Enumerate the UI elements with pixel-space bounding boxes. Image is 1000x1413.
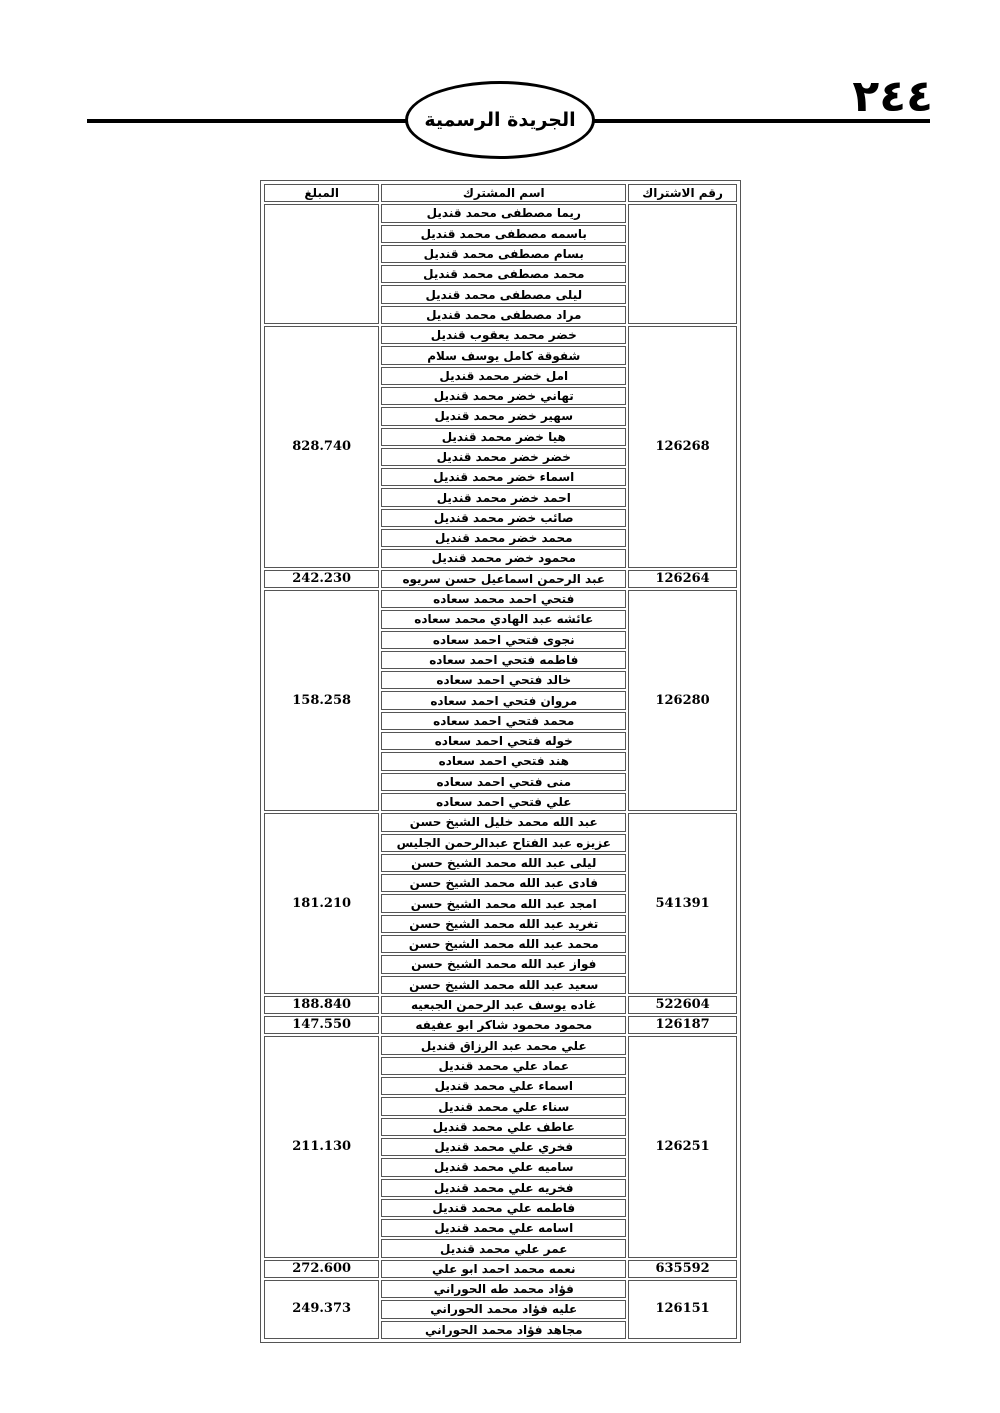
subscription-number-cell: 126187 <box>628 1016 737 1034</box>
subscriber-name-cell: عماد علي محمد قنديل <box>381 1057 626 1075</box>
subscriber-name-cell: فؤاد محمد طه الحوراني <box>381 1280 626 1298</box>
subscriber-name-cell: مراد مصطفى محمد قنديل <box>381 306 626 324</box>
subscribers-table <box>262 182 739 1341</box>
subscriber-name-cell: محمد فتحي احمد سعاده <box>381 712 626 730</box>
table-header-row <box>264 184 737 202</box>
amount-cell: 158.258 <box>264 590 379 811</box>
subscriber-name-cell: محمد خضر محمد قنديل <box>381 529 626 547</box>
table-row <box>264 590 737 608</box>
subscriber-name-cell: تغريد عبد الله محمد الشيخ حسن <box>381 915 626 933</box>
subscriber-name-cell: عليه فؤاد محمد الحوراني <box>381 1300 626 1318</box>
subscriber-name-cell: اسماء علي محمد قنديل <box>381 1077 626 1095</box>
subscriber-name-cell: فخري علي محمد قنديل <box>381 1138 626 1156</box>
subscriber-name-cell: خضر خضر محمد قنديل <box>381 448 626 466</box>
subscriber-name-cell: ساميه علي محمد قنديل <box>381 1158 626 1176</box>
subscriber-name-cell: عبد الرحمن اسماعيل حسن سريوه <box>381 570 626 588</box>
subscriber-name-cell: فخريه علي محمد قنديل <box>381 1179 626 1197</box>
subscriber-name-cell: عاطف علي محمد قنديل <box>381 1118 626 1136</box>
subscriber-name-cell: هند فتحي احمد سعاده <box>381 752 626 770</box>
subscriber-name-cell: تهاني خضر محمد قنديل <box>381 387 626 405</box>
header-subscriber-name: اسم المشترك <box>381 184 626 202</box>
subscriber-name-cell: هيا خضر محمد قنديل <box>381 428 626 446</box>
subscription-number-cell: 126268 <box>628 326 737 568</box>
subscriber-name-cell: باسمه مصطفى محمد قنديل <box>381 225 626 243</box>
subscriber-name-cell: سهير خضر محمد قنديل <box>381 407 626 425</box>
subscriber-name-cell: محمد مصطفى محمد قنديل <box>381 265 626 283</box>
subscription-number-cell: 522604 <box>628 996 737 1014</box>
subscriber-name-cell: فادى عبد الله محمد الشيخ حسن <box>381 874 626 892</box>
subscription-number-cell: 541391 <box>628 813 737 994</box>
amount-cell: 242.230 <box>264 570 379 588</box>
subscription-number-cell: 126151 <box>628 1280 737 1339</box>
subscriber-name-cell: صائب خضر محمد قنديل <box>381 509 626 527</box>
subscriber-name-cell: فتحي احمد محمد سعاده <box>381 590 626 608</box>
subscription-number-cell: 126264 <box>628 570 737 588</box>
subscriber-name-cell: سعيد عبد الله محمد الشيخ حسن <box>381 976 626 994</box>
table-row <box>264 1260 737 1278</box>
subscriber-name-cell: مروان فتحي احمد سعاده <box>381 691 626 709</box>
amount-cell: 188.840 <box>264 996 379 1014</box>
gazette-title: الجريدة الرسمية <box>405 81 595 159</box>
subscriber-name-cell: فاطمه علي محمد قنديل <box>381 1199 626 1217</box>
subscriber-name-cell: ليلى عبد الله محمد الشيخ حسن <box>381 854 626 872</box>
subscriber-name-cell: ريما مصطفى محمد قنديل <box>381 204 626 222</box>
subscriber-name-cell: مجاهد فؤاد محمد الحوراني <box>381 1321 626 1339</box>
header-subscription-number: رقم الاشتراك <box>628 184 737 202</box>
subscriber-name-cell: احمد خضر محمد قنديل <box>381 488 626 506</box>
subscriber-name-cell: محمود محمود شاكر ابو عفيفه <box>381 1016 626 1034</box>
subscriber-name-cell: فاطمه فتحي احمد سعاده <box>381 651 626 669</box>
subscriber-name-cell: فواز عبد الله محمد الشيخ حسن <box>381 955 626 973</box>
table-row <box>264 813 737 831</box>
subscriber-name-cell: محمود خضر محمد قنديل <box>381 549 626 567</box>
subscriber-name-cell: علي محمد عبد الرزاق قنديل <box>381 1036 626 1054</box>
subscriber-name-cell: نجوى فتحي احمد سعاده <box>381 631 626 649</box>
subscriber-name-cell: عبد الله محمد خليل الشيخ حسن <box>381 813 626 831</box>
table-row <box>264 1036 737 1054</box>
subscriber-name-cell: منى فتحي احمد سعاده <box>381 773 626 791</box>
subscription-number-cell <box>628 204 737 324</box>
subscription-number-cell: 126251 <box>628 1036 737 1257</box>
amount-cell: 249.373 <box>264 1280 379 1339</box>
subscriber-name-cell: غاده يوسف عبد الرحمن الجبعيه <box>381 996 626 1014</box>
subscriber-name-cell: خالد فتحي احمد سعاده <box>381 671 626 689</box>
amount-cell: 828.740 <box>264 326 379 568</box>
subscription-number-cell: 635592 <box>628 1260 737 1278</box>
table-row <box>264 1016 737 1034</box>
amount-cell: 272.600 <box>264 1260 379 1278</box>
subscriber-name-cell: اسماء خضر محمد قنديل <box>381 468 626 486</box>
page-number: ٢٤٤ <box>852 71 933 122</box>
table-row <box>264 1280 737 1298</box>
subscriber-name-cell: علي فتحي احمد سعاده <box>381 793 626 811</box>
header-amount: المبلغ <box>264 184 379 202</box>
subscriber-name-cell: اسامه علي محمد قنديل <box>381 1219 626 1237</box>
table-row <box>264 570 737 588</box>
amount-cell: 181.210 <box>264 813 379 994</box>
subscriber-name-cell: شفوقة كامل يوسف سلام <box>381 346 626 364</box>
amount-cell: 211.130 <box>264 1036 379 1257</box>
subscriber-name-cell: سناء علي محمد قنديل <box>381 1097 626 1115</box>
subscriber-name-cell: ليلى مصطفى محمد قنديل <box>381 285 626 303</box>
subscribers-table-frame <box>260 180 741 1343</box>
table-row <box>264 326 737 344</box>
amount-cell <box>264 204 379 324</box>
header-rule-left <box>87 119 413 123</box>
subscriber-name-cell: خضر محمد يعقوب قنديل <box>381 326 626 344</box>
subscriber-name-cell: عزيزه عبد الفتاح عبدالرحمن الجليس <box>381 834 626 852</box>
subscriber-name-cell: امل خضر محمد قنديل <box>381 367 626 385</box>
subscriber-name-cell: نعمه محمد احمد ابو علي <box>381 1260 626 1278</box>
subscriber-name-cell: بسام مصطفى محمد قنديل <box>381 245 626 263</box>
table-row <box>264 204 737 222</box>
subscriber-name-cell: عائشه عبد الهادي محمد سعاده <box>381 610 626 628</box>
subscriber-name-cell: امجد عبد الله محمد الشيخ حسن <box>381 894 626 912</box>
table-row <box>264 996 737 1014</box>
amount-cell: 147.550 <box>264 1016 379 1034</box>
subscriber-name-cell: عمر علي محمد قنديل <box>381 1239 626 1257</box>
table-body <box>264 204 737 1339</box>
subscriber-name-cell: محمد عبد الله محمد الشيخ حسن <box>381 935 626 953</box>
subscription-number-cell: 126280 <box>628 590 737 811</box>
subscriber-name-cell: خوله فتحي احمد سعاده <box>381 732 626 750</box>
